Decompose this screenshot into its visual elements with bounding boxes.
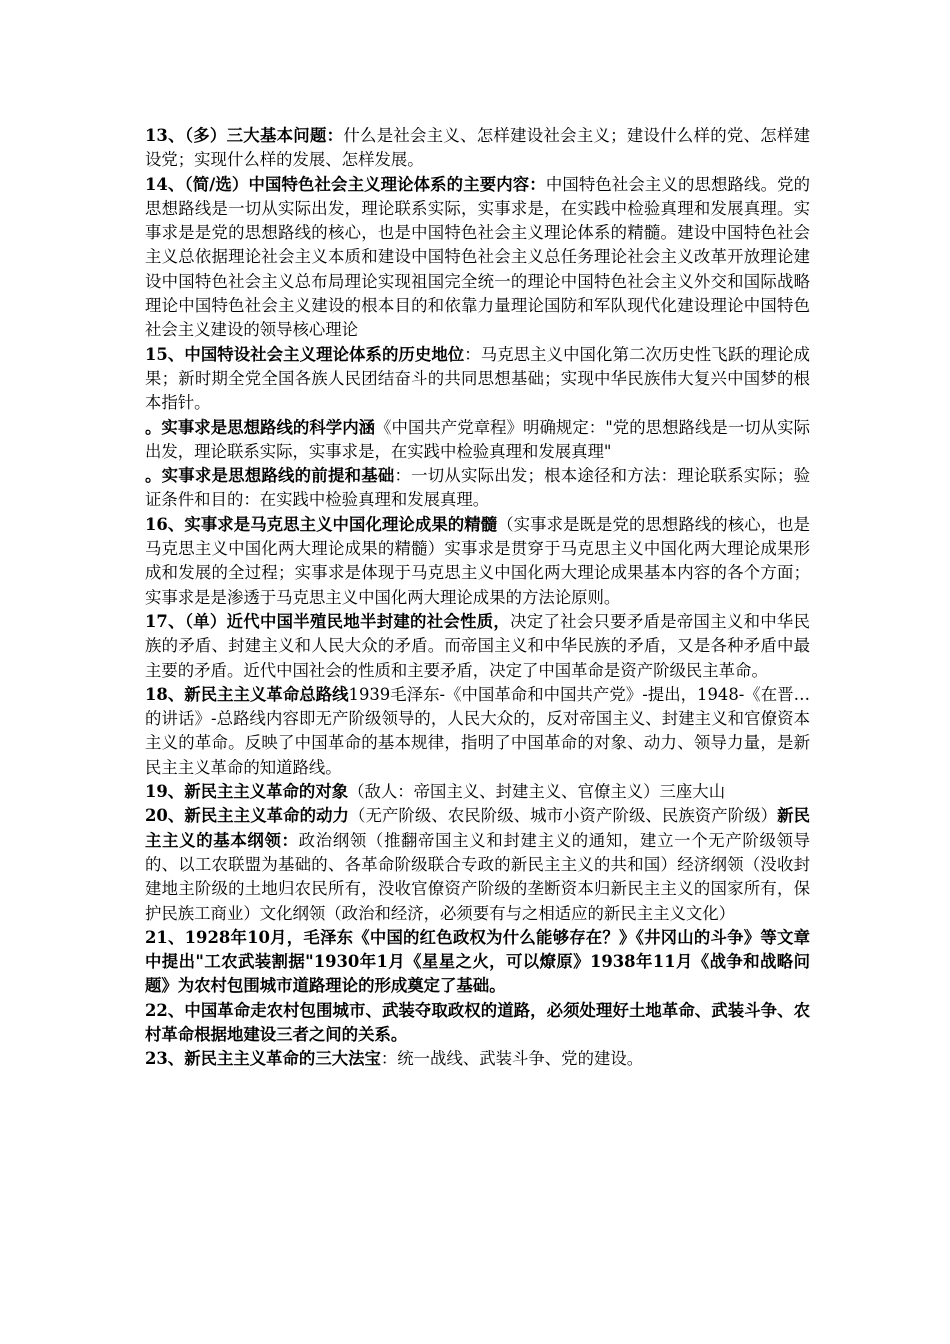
heading-13: 13、（多）三大基本问题： — [145, 126, 344, 145]
body-15: ：马克思主义中国化第二次历史性飞跃的理论成果；新时期全党全国各族人民团结奋斗的共同思想基础；实现中华民族伟大复兴中国梦的根本指针。 — [145, 344, 810, 413]
heading-18: 18、新民主主义革命总路线 — [145, 684, 349, 704]
paragraph-premise-foundation — [145, 464, 810, 513]
body-23: ：统一战线、武装斗争、党的建设。 — [380, 1049, 644, 1069]
paragraph-13 — [145, 124, 810, 173]
body-13: 什么是社会主义、怎样建设社会主义；建设什么样的党、怎样建设党；实现什么样的发展、怎样发展。 — [145, 126, 811, 170]
paragraph-22 — [145, 999, 810, 1048]
paragraph-19 — [145, 780, 810, 804]
paragraph-23 — [145, 1047, 810, 1071]
body-16: （实事求是既是党的思想路线的核心，也是马克思主义中国化两大理论成果的精髓）实事求是贯穿于马克思主义中国化两大理论成果形成和发展的全过程；实事求是体现于马克思主义中国化两大理论成果基本内容的各个方面；实事求是是渗透于马克思主义中国化两大理论成果的方法论原则。 — [145, 514, 811, 607]
heading-21: 21、1928年10月，毛泽东《中国的红色政权为什么能够存在？》《井冈山的斗争》等文章中提出"工农武装割据"1930年1月《星星之火，可以燎原》1938年11月《战争和战略问题》为农村包围城市道路理论的形成奠定了基础。 — [145, 927, 810, 996]
heading-scientific-connotation: 。实事求是思想路线的科学内涵 — [145, 417, 376, 437]
heading-15: 15、中国特设社会主义理论体系的历史地位 — [145, 344, 465, 364]
body-scientific-connotation: 《中国共产党章程》明确规定："党的思想路线是一切从实际出发，理论联系实际，实事求是，在实践中检验真理和发展真理" — [145, 417, 810, 461]
paragraph-15 — [145, 343, 810, 416]
document-page — [145, 124, 810, 1072]
body-17: 决定了社会只要矛盾是帝国主义和中华民族的矛盾、封建主义和人民大众的矛盾。而帝国主义和中华民族的矛盾，又是各种矛盾中最主要的矛盾。近代中国社会的性质和主要矛盾，决定了中国革命是资产阶级民主革命。 — [145, 611, 811, 680]
paragraph-20 — [145, 804, 810, 925]
paragraph-21 — [145, 926, 810, 999]
heading-20-program: 新民主主义的基本纲领： — [145, 806, 810, 850]
body-20: （无产阶级、农民阶级、城市小资产阶级、民族资产阶级） — [349, 806, 778, 826]
paragraph-14 — [145, 173, 810, 343]
body-18: 1939毛泽东-《中国革命和中国共产党》-提出，1948-《在晋…的讲话》-总路线内容即无产阶级领导的，人民大众的，反对帝国主义、封建主义和官僚资本主义的革命。反映了中国革命的基本规律，指明了中国革命的对象、动力、领导力量，是新民主主义革命的知道路线。 — [145, 684, 810, 777]
body-14: 中国特色社会主义的思想路线。党的思想路线是一切从实际出发，理论联系实际，实事求是，在实践中检验真理和发展真理。实事求是是党的思想路线的核心，也是中国特色社会主义理论体系的精髓。建设中国特色社会主义总依据理论社会主义本质和建设中国特色社会主义总任务理论社会主义改革开放理论建设中国特色社会主义总布局理论实现祖国完全统一的理论中国特色社会主义外交和国际战略理论中国特色社会主义建设的根本目的和依靠力量理论国防和军队现代化建设理论中国特色社会主义建设的领导核心理论 — [145, 174, 810, 340]
heading-20: 20、新民主主义革命的动力 — [145, 806, 350, 826]
body-premise-foundation: ：一切从实际出发；根本途径和方法：理论联系实际；验证条件和目的：在实践中检验真理和发展真理。 — [145, 466, 811, 510]
heading-23: 23、新民主主义革命的三大法宝 — [145, 1049, 381, 1069]
heading-premise-foundation: 。实事求是思想路线的前提和基础 — [145, 466, 395, 486]
body-20-program: 政治纲领（推翻帝国主义和封建主义的通知，建立一个无产阶级领导的、以工农联盟为基础的、各革命阶级联合专政的新民主主义的共和国）经济纲领（没收封建地主阶级的土地归农民所有，没收官僚资产阶级的垄断资本归新民主主义的国家所有，保护民族工商业）文化纲领（政治和经济，必须要有与之相适应的新民主主义文化） — [145, 830, 811, 923]
heading-19: 19、新民主主义革命的对象 — [145, 782, 349, 802]
paragraph-18 — [145, 683, 810, 780]
paragraph-17 — [145, 610, 810, 683]
paragraph-16 — [145, 513, 810, 610]
heading-17: 17、（单）近代中国半殖民地半封建的社会性质， — [145, 611, 511, 631]
heading-16: 16、实事求是马克思主义中国化理论成果的精髓 — [145, 514, 498, 534]
heading-14: 14、（简/选）中国特色社会主义理论体系的主要内容： — [145, 174, 546, 194]
body-19: （敌人：帝国主义、封建主义、官僚主义）三座大山 — [348, 782, 726, 802]
heading-22: 22、中国革命走农村包围城市、武装夺取政权的道路，必须处理好土地革命、武装斗争、农村革命根据地建设三者之间的关系。 — [145, 1000, 810, 1044]
paragraph-scientific-connotation — [145, 416, 810, 465]
